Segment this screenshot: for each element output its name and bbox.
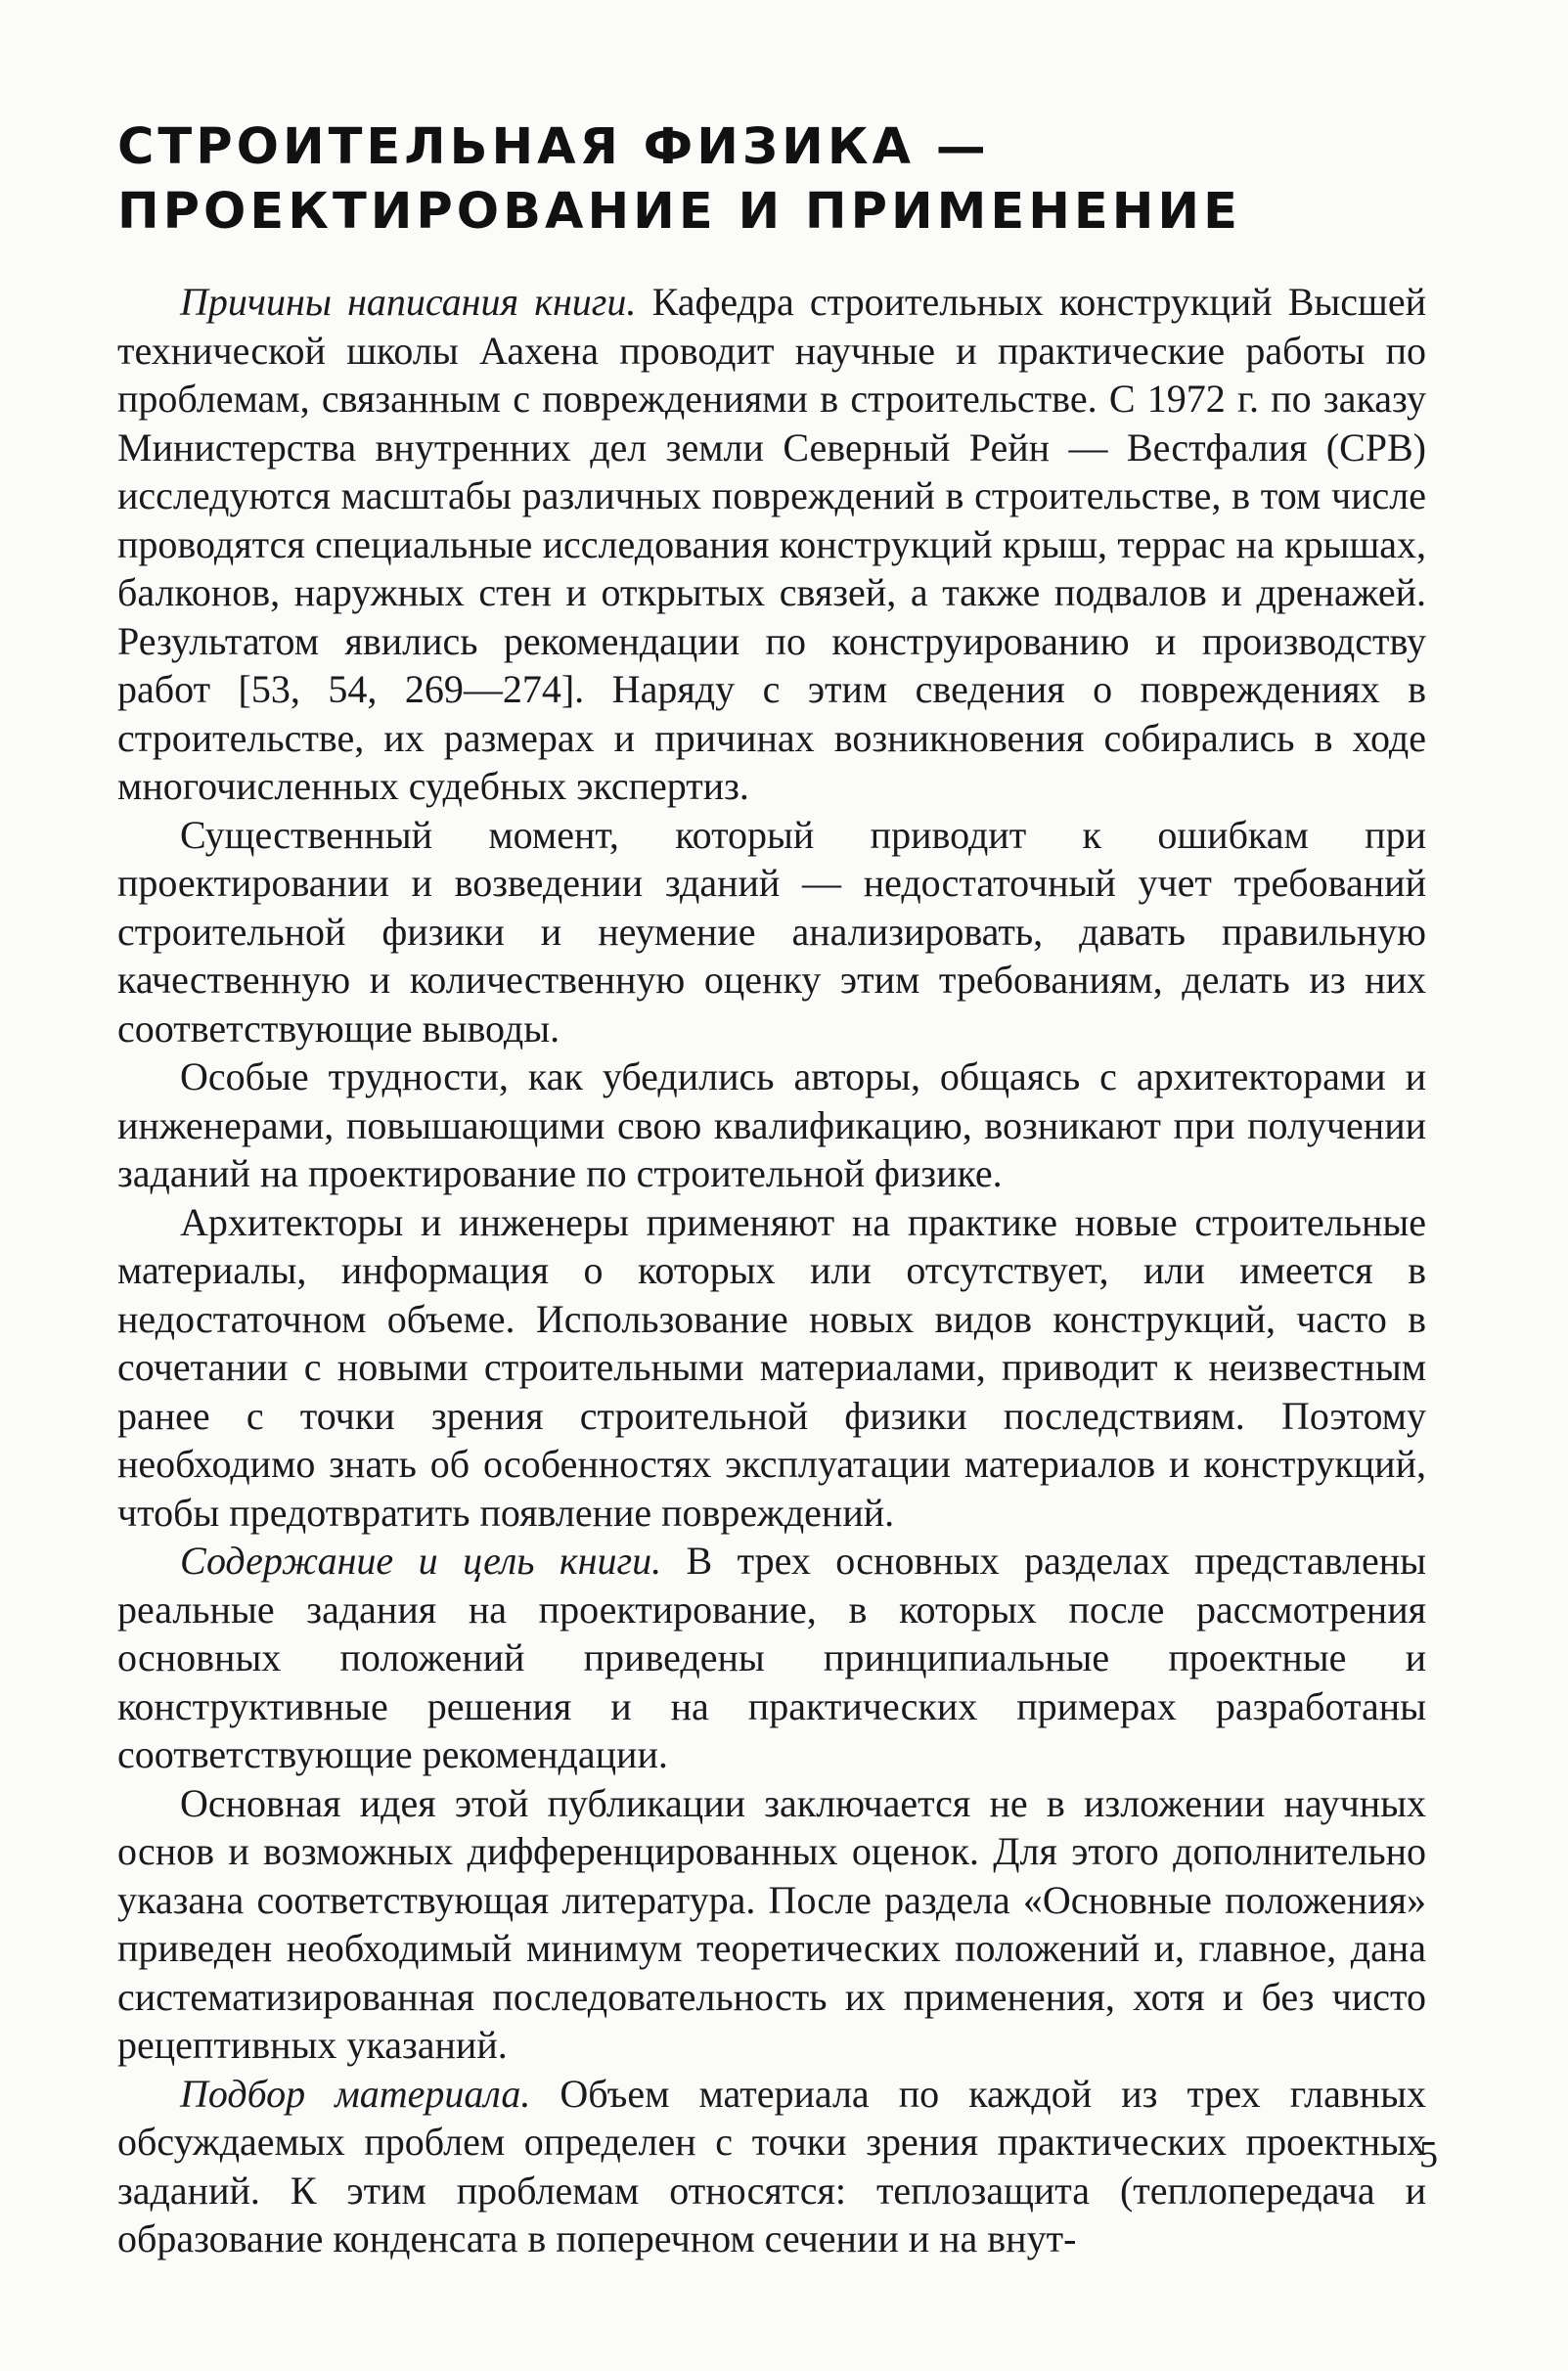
paragraph-text: Кафедра строительных конструкций Высшей технической школы Аахена проводит научные и практические работы по проблемам, связанным с повреждениями в строительстве. С 1972 г. по заказу Министерства внутренних дел земли Северный Рейн — Вестфалия (СРВ) исследуются масштабы различных повреждений в строительстве, в том числе проводятся специальные исследования конструкций крыш, террас на крышах, балконов, наружных стен и открытых связей, а также подвалов и дренажей. Результатом явились рекомендации по конструированию и производству работ [53, 54, 269—274]. Наряду с этим сведения о повреждениях в строительстве, их размерах и причинах возникновения собирались в ходе многочисленных судебных экспертиз.: [117, 280, 1427, 808]
paragraph-lead: Подбор материала.: [180, 2071, 531, 2116]
paragraph-text: Особые трудности, как убедились авторы, общаясь с архитекторами и инженерами, повышающими свою квалификацию, возникают при получении заданий на проектирование по строительной физике.: [117, 1054, 1426, 1195]
paragraph-content-and-goal: [117, 1537, 1426, 1779]
chapter-title-line-1: СТРОИТЕЛЬНАЯ ФИЗИКА —: [117, 118, 990, 176]
paragraph: [117, 811, 1426, 1053]
paragraph-text: Основная идея этой публикации заключается не в изложении научных основ и возможных дифференцированных оценок. Для этого дополнительно указана соответствующая литература. После раздела «Основные положения» приведен необходимый минимум теоретических положений и, главное, дана систематизированная последовательность их применения, хотя и без чисто рецептивных указаний.: [117, 1780, 1426, 2067]
paragraph-lead: Причины написания книги.: [180, 280, 637, 324]
paragraph-text: Объем материала по каждой из трех главных обсуждаемых проблем определен с точки зрения практических проектных заданий. К этим проблемам относятся: теплозащита (теплопередача и образование конденсата в поперечном сечении и на внут-: [117, 2071, 1426, 2260]
page-number: 5: [1419, 2134, 1438, 2175]
paragraph-lead: Содержание и цель книги.: [180, 1539, 662, 1583]
body-text: [117, 278, 1426, 2263]
paragraph: [117, 1779, 1426, 2070]
paragraph: [117, 1052, 1426, 1198]
paragraph-reasons: [117, 278, 1426, 811]
chapter-title-line-2: ПРОЕКТИРОВАНИЕ И ПРИМЕНЕНИЕ: [117, 183, 1241, 241]
paragraph-text: Существенный момент, который приводит к ошибкам при проектировании и возведении зданий — недостаточный учет требований строительной физики и неумение анализировать, давать правильную качественную и количественную оценку этим требованиям, делать из них соответствующие выводы.: [117, 812, 1426, 1051]
chapter-title: [117, 115, 1389, 245]
paragraph-text: Архитекторы и инженеры применяют на практике новые строительные материалы, информация о которых или отсутствует, или имеется в недостаточном объеме. Использование новых видов конструкций, часто в сочетании с новыми строительными материалами, приводит к неизвестным ранее с точки зрения строительной физики последствиям. Поэтому необходимо знать об особенностях эксплуатации материалов и конструкций, чтобы предотвратить появление повреждений.: [117, 1199, 1426, 1535]
paragraph-material-selection: [117, 2070, 1426, 2263]
paragraph: [117, 1198, 1426, 1538]
paragraph-text: В трех основных разделах представлены реальные задания на проектирование, в которых после рассмотрения основных положений приведены принципиальные проектные и конструктивные решения и на практических примерах разработаны соответствующие рекомендации.: [117, 1539, 1426, 1776]
